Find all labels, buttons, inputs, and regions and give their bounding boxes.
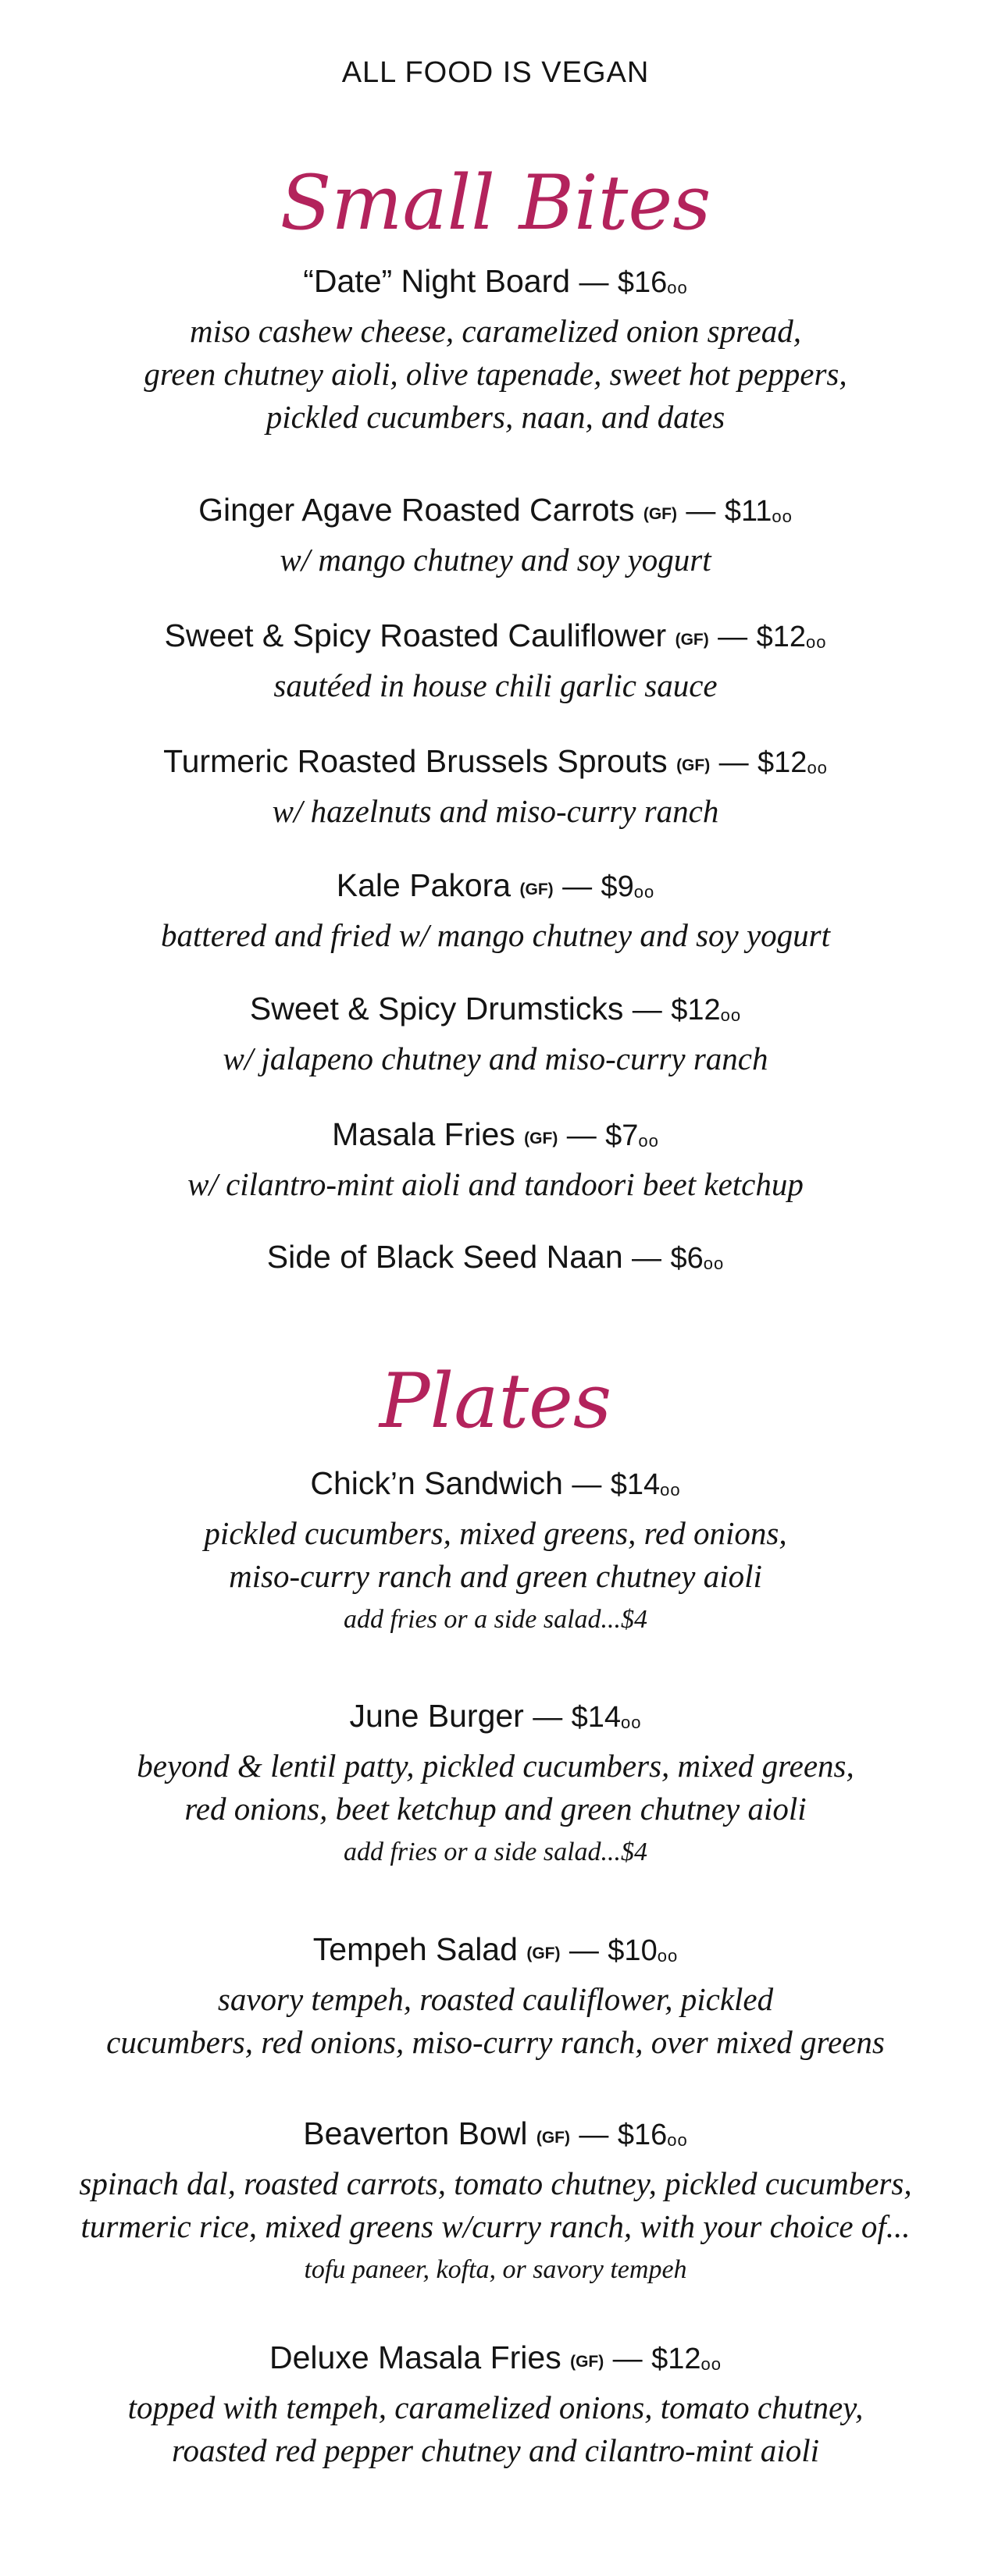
item-description-line: pickled cucumbers, naan, and dates bbox=[266, 399, 725, 435]
item-description-line: savory tempeh, roasted cauliflower, pickled bbox=[217, 1981, 774, 2017]
price-dash: — bbox=[579, 266, 609, 299]
item-description-line: roasted red pepper chutney and cilantro-mint aioli bbox=[172, 2432, 819, 2468]
item-price: $16 bbox=[617, 2119, 668, 2151]
price-cents: oo bbox=[657, 1946, 679, 1966]
item-name: Chick’n Sandwich bbox=[310, 1465, 563, 1501]
price-dash: — bbox=[612, 2343, 643, 2375]
gluten-free-tag: (GF) bbox=[675, 631, 709, 649]
price-cents: oo bbox=[772, 507, 793, 526]
item-name: Tempeh Salad bbox=[312, 1931, 518, 1967]
menu-item-chickn-sandwich bbox=[31, 1461, 960, 1642]
item-name: Sweet & Spicy Roasted Cauliflower bbox=[164, 617, 667, 653]
item-price: $10 bbox=[608, 1934, 658, 1967]
price-dash: — bbox=[632, 994, 662, 1026]
item-name: June Burger bbox=[349, 1698, 524, 1734]
item-name: Deluxe Masala Fries bbox=[269, 2339, 561, 2375]
item-name-line bbox=[31, 488, 960, 539]
price-cents: oo bbox=[805, 632, 827, 652]
price-cents: oo bbox=[667, 278, 688, 297]
price-cents: oo bbox=[667, 2130, 688, 2150]
item-name-line bbox=[31, 2112, 960, 2162]
item-description-line: sautéed in house chili garlic sauce bbox=[273, 667, 718, 703]
menu-item-black-seed-naan bbox=[31, 1235, 960, 1286]
item-description-line: miso cashew cheese, caramelized onion spread, bbox=[189, 313, 802, 349]
item-description-line: cucumbers, red onions, miso-curry ranch, over mixed greens bbox=[106, 2024, 885, 2060]
item-name-line bbox=[31, 1461, 960, 1512]
item-price: $11 bbox=[724, 495, 772, 528]
gluten-free-tag: (GF) bbox=[519, 881, 554, 898]
item-price: $12 bbox=[756, 621, 806, 653]
plates-title: Plates bbox=[379, 1357, 612, 1445]
item-description-line: turmeric rice, mixed greens w/curry ranch, with your choice of... bbox=[80, 2208, 911, 2244]
price-dash: — bbox=[562, 870, 593, 903]
menu-item-roasted-carrots bbox=[31, 488, 960, 582]
item-name-line bbox=[31, 1927, 960, 1978]
menu-item-roasted-cauliflower bbox=[31, 614, 960, 707]
gluten-free-tag: (GF) bbox=[676, 756, 711, 774]
menu-item-date-night-board bbox=[31, 259, 960, 439]
price-cents: oo bbox=[700, 2354, 722, 2374]
item-description-line: miso-curry ranch and green chutney aioli bbox=[229, 1558, 762, 1594]
item-description-line: spinach dal, roasted carrots, tomato chutney, pickled cucumbers, bbox=[79, 2165, 912, 2201]
menu-item-deluxe-masala-fries bbox=[31, 2336, 960, 2472]
price-cents: oo bbox=[703, 1254, 725, 1273]
item-description-line: pickled cucumbers, mixed greens, red onions, bbox=[204, 1515, 787, 1551]
item-name-line bbox=[31, 1235, 960, 1286]
gluten-free-tag: (GF) bbox=[570, 2353, 604, 2371]
item-price: $14 bbox=[571, 1701, 622, 1734]
menu-item-drumsticks bbox=[31, 987, 960, 1080]
item-addon: add fries or a side salad...$4 bbox=[343, 1605, 648, 1634]
item-description-line: red onions, beet ketchup and green chutney aioli bbox=[184, 1791, 807, 1827]
vegan-banner: ALL FOOD IS VEGAN bbox=[341, 56, 650, 89]
item-name-line bbox=[31, 259, 960, 310]
item-price: $6 bbox=[670, 1242, 704, 1275]
price-cents: oo bbox=[720, 1005, 742, 1025]
menu-item-june-burger bbox=[31, 1694, 960, 1874]
price-cents: oo bbox=[660, 1480, 681, 1500]
item-description-line: green chutney aioli, olive tapenade, sweet hot peppers, bbox=[144, 356, 847, 392]
item-name: “Date” Night Board bbox=[303, 263, 571, 299]
price-dash: — bbox=[533, 1701, 563, 1734]
gluten-free-tag: (GF) bbox=[526, 1944, 561, 1962]
item-addon: add fries or a side salad...$4 bbox=[343, 1838, 648, 1866]
item-name-line bbox=[31, 739, 960, 790]
item-description-line: beyond & lentil patty, pickled cucumbers, mixed greens, bbox=[137, 1748, 854, 1784]
gluten-free-tag: (GF) bbox=[536, 2129, 571, 2147]
price-cents: oo bbox=[621, 1713, 642, 1732]
item-addon: tofu paneer, kofta, or savory tempeh bbox=[304, 2255, 687, 2284]
item-description-line: battered and fried w/ mango chutney and soy yogurt bbox=[160, 917, 831, 953]
item-name: Turmeric Roasted Brussels Sprouts bbox=[163, 743, 668, 779]
item-price: $12 bbox=[671, 994, 721, 1026]
item-name-line bbox=[31, 1112, 960, 1163]
price-dash: — bbox=[572, 1468, 602, 1501]
item-name: Ginger Agave Roasted Carrots bbox=[198, 492, 635, 528]
price-dash: — bbox=[718, 746, 749, 779]
gluten-free-tag: (GF) bbox=[524, 1130, 558, 1147]
item-price: $12 bbox=[651, 2343, 701, 2375]
menu-item-beaverton-bowl bbox=[31, 2112, 960, 2292]
item-name-line bbox=[31, 1694, 960, 1745]
small-bites-title: Small Bites bbox=[280, 159, 711, 247]
gluten-free-tag: (GF) bbox=[643, 505, 678, 523]
item-description-line: w/ cilantro-mint aioli and tandoori beet ketchup bbox=[187, 1166, 804, 1202]
price-dash: — bbox=[569, 1934, 599, 1967]
price-dash: — bbox=[579, 2119, 609, 2151]
item-name: Side of Black Seed Naan bbox=[266, 1239, 623, 1275]
menu-item-brussels-sprouts bbox=[31, 739, 960, 833]
price-dash: — bbox=[566, 1119, 597, 1152]
item-description-line: topped with tempeh, caramelized onions, tomato chutney, bbox=[127, 2389, 864, 2425]
price-cents: oo bbox=[638, 1131, 659, 1151]
item-price: $12 bbox=[758, 746, 807, 779]
menu-item-tempeh-salad bbox=[31, 1927, 960, 2064]
item-price: $14 bbox=[610, 1468, 661, 1501]
price-dash: — bbox=[632, 1242, 662, 1275]
price-dash: — bbox=[718, 621, 748, 653]
item-name: Kale Pakora bbox=[336, 867, 512, 903]
item-name: Sweet & Spicy Drumsticks bbox=[249, 991, 624, 1026]
item-name: Beaverton Bowl bbox=[303, 2115, 528, 2151]
item-price: $16 bbox=[617, 266, 668, 299]
item-name: Masala Fries bbox=[332, 1116, 515, 1152]
price-dash: — bbox=[686, 495, 716, 528]
item-name-line bbox=[31, 863, 960, 914]
price-cents: oo bbox=[633, 882, 655, 902]
item-name-line bbox=[31, 2336, 960, 2386]
menu-item-kale-pakora bbox=[31, 863, 960, 957]
item-price: $7 bbox=[605, 1119, 639, 1152]
item-description-line: w/ mango chutney and soy yogurt bbox=[280, 542, 711, 578]
item-description-line: w/ hazelnuts and miso-curry ranch bbox=[272, 793, 719, 829]
item-description-line: w/ jalapeno chutney and miso-curry ranch bbox=[223, 1041, 768, 1076]
item-name-line bbox=[31, 987, 960, 1037]
menu-item-masala-fries bbox=[31, 1112, 960, 1206]
item-price: $9 bbox=[601, 870, 634, 903]
price-cents: oo bbox=[807, 758, 828, 777]
item-name-line bbox=[31, 614, 960, 664]
